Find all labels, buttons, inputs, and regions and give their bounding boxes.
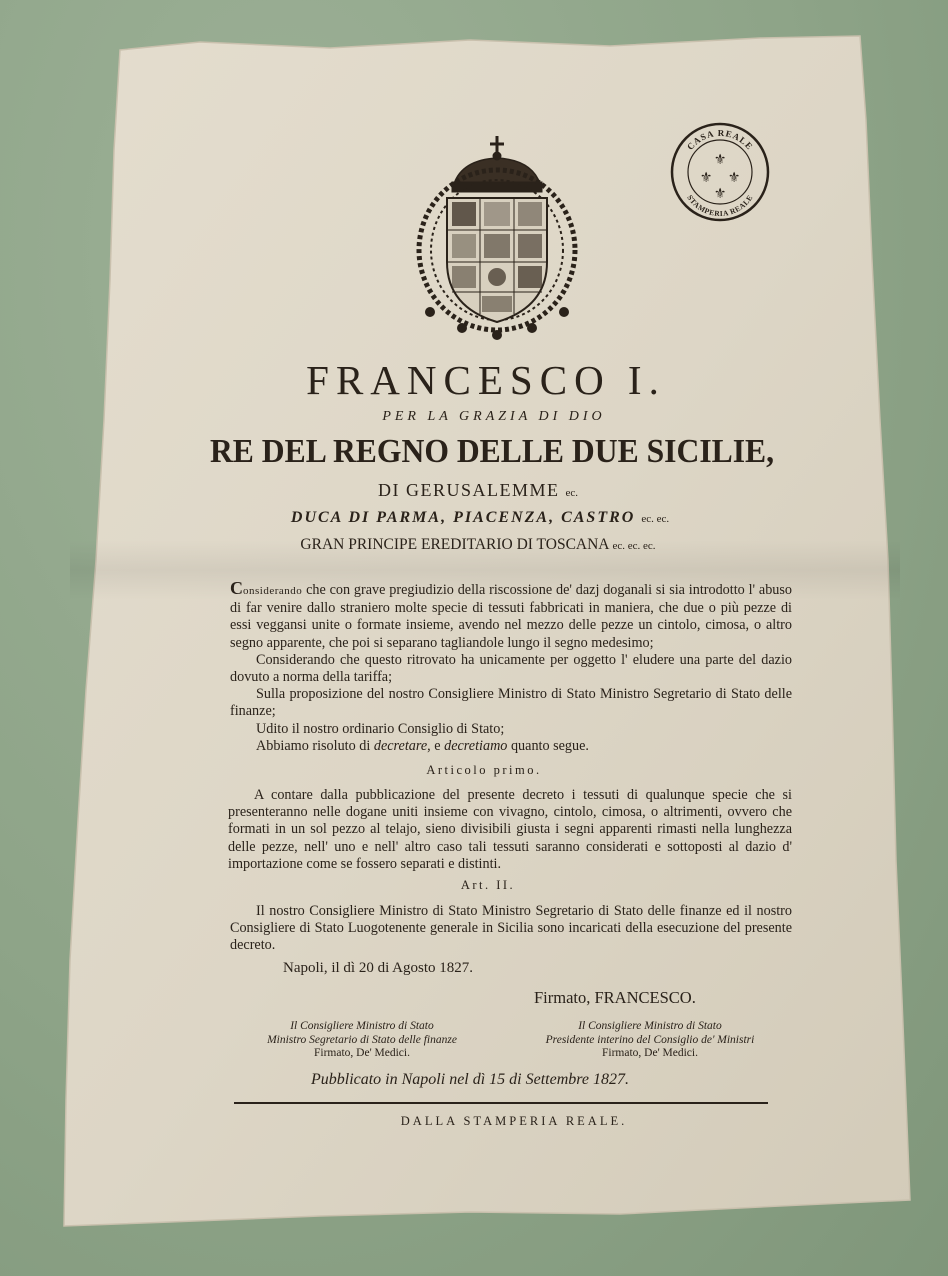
king-signature-line: Firmato, FRANCESCO.: [534, 988, 696, 1007]
preamble: [230, 580, 792, 755]
king-name: FRANCESCO I.: [306, 357, 666, 403]
minister-left-block: [212, 1020, 512, 1061]
svg-text:⚜: ⚜: [727, 170, 741, 186]
svg-text:⚜: ⚜: [713, 186, 727, 202]
minister-left-signature: Firmato, De' Medici.: [314, 1047, 410, 1059]
article-1-heading: Articolo primo.: [426, 763, 542, 777]
stamp-bottom-text: STAMPERIA REALE: [685, 193, 755, 219]
article-1-text: A contare dalla pubblicazione del presente decreto i tessuti di qualunque specie che si presenteranno nelle dogane uniti insieme con vivagno, cintolo, cimosa, o altrimenti, ovvero che formati in un sol pezzo al telajo, sieno divisibili giusta i segni apparenti rimasti nella lunghezza delle pezze, nell' uno e nell' altro caso tali tessuti saranno considerati e sottoposti al dazio d' importazione come se fossero separati e distinti.: [228, 787, 792, 872]
article-2-text: Il nostro Consigliere Ministro di Stato Ministro Segretario di Stato delle finanze ed il nostro Consigliere di Stato Luogotenente generale in Sicilia sono incaricati della esecuzione del presente decreto.: [230, 903, 792, 954]
svg-text:⚜: ⚜: [713, 152, 727, 168]
minister-right-line-2: Presidente interino del Consiglio de' Ministri: [545, 1033, 755, 1046]
royal-coat-of-arms: [402, 132, 592, 342]
minister-right-block: [500, 1020, 800, 1061]
divider-rule: [234, 1102, 768, 1104]
preamble-paragraph-1-text: che con grave pregiudizio della riscossione de' dazj doganali si sia introdotto l' abuso di far venire dallo straniero molte specie di tessuti fabbricati in maniera, che due o più pezze di essi veggansi unite o formate insieme, avendo nel mezzo delle pezze un cintolo, cimosa, o altro segno apparente, che poi si separano tagliandole lungo il segno medesimo;: [230, 582, 792, 651]
title-line-jerusalem-text: DI GERUSALEMME: [377, 480, 560, 500]
resolution-text-a: Abbiamo risoluto di: [256, 737, 374, 754]
article-2-heading: Art. II.: [460, 878, 516, 892]
first-word-rest: onsiderando: [243, 585, 303, 597]
preamble-paragraph-2: Considerando che questo ritrovato ha unicamente per oggetto l' eludere una parte del dazio dovuto a norma della tariffa;: [230, 651, 792, 686]
title-line-tuscany-text: GRAN PRINCIPE EREDITARIO DI TOSCANA: [300, 536, 609, 553]
article-1-body: [228, 787, 792, 873]
preamble-paragraph-3: Sulla proposizione del nostro Consigliere Ministro di Stato Ministro Segretario di Stato delle finanze;: [230, 686, 792, 720]
kingdom-title: RE DEL REGNO DELLE DUE SICILIE,: [209, 433, 775, 470]
minister-left-line-1: Il Consigliere Ministro di Stato: [290, 1020, 434, 1032]
publication-line: Pubblicato in Napoli nel dì 15 di Settembre 1827.: [310, 1071, 630, 1088]
stamp-fleur-de-lis-icons: [700, 152, 741, 202]
title-line-duke-text: DUCA DI PARMA, PIACENZA, CASTRO: [290, 509, 636, 526]
title-line-tuscany: [4, 536, 948, 554]
grace-line: PER LA GRAZIA DI DIO: [382, 409, 606, 424]
minister-left-line-2: Ministro Segretario di Stato delle finanze: [267, 1033, 457, 1046]
title-line-tuscany-suffix: ec. ec. ec.: [612, 540, 656, 552]
preamble-paragraph-5: [230, 738, 792, 755]
royal-ink-stamp: [668, 120, 772, 224]
resolution-text-c: , e: [427, 737, 445, 754]
minister-right-signature: Firmato, De' Medici.: [602, 1047, 698, 1059]
title-line-jerusalem: [4, 480, 948, 501]
minister-right-line-1: Il Consigliere Ministro di Stato: [578, 1020, 722, 1032]
title-line-duke: [6, 509, 948, 527]
resolution-decretiamo: decretiamo: [444, 737, 508, 754]
svg-text:⚜: ⚜: [699, 170, 713, 186]
preamble-paragraph-4: Udito il nostro ordinario Consiglio di Stato;: [256, 720, 505, 737]
place-and-date: Napoli, il dì 20 di Agosto 1827.: [283, 960, 474, 976]
preamble-paragraph-1: [230, 580, 792, 652]
drop-cap: C: [230, 578, 243, 598]
resolution-decretare: decretare: [373, 737, 428, 754]
title-line-duke-suffix: ec. ec.: [641, 513, 670, 525]
stamp-top-text: CASA REALE: [684, 127, 756, 152]
article-2-body: [230, 903, 792, 955]
resolution-text-e: quanto segue.: [507, 737, 589, 754]
title-line-jerusalem-suffix: ec.: [565, 487, 578, 499]
printer-imprint: DALLA STAMPERIA REALE.: [400, 1114, 628, 1128]
